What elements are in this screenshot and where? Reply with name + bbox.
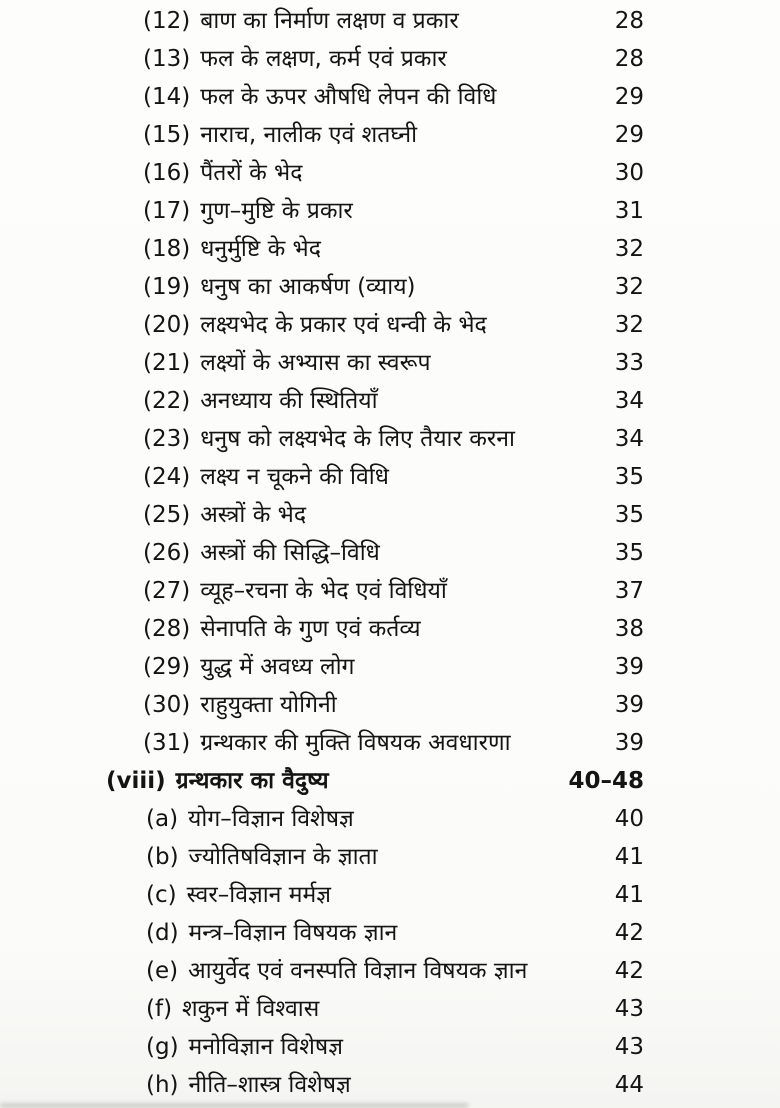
- toc-entry-page: 32: [614, 312, 644, 338]
- toc-row: [0, 648, 780, 686]
- toc-entry-title: स्वर–विज्ञान मर्मज्ञ: [186, 882, 332, 908]
- toc-entry-page: 41: [614, 844, 644, 870]
- toc-entry-page: 29: [614, 122, 644, 148]
- toc-entry-page: 41: [614, 882, 644, 908]
- toc-entry-title: लक्ष्यभेद के प्रकार एवं धन्वी के भेद: [200, 312, 487, 338]
- toc-entry-title: राहुयुक्ता योगिनी: [200, 692, 337, 718]
- toc-row: [0, 724, 780, 762]
- toc-entry-page: 28: [614, 46, 644, 72]
- toc-entry-title: नीति–शास्त्र विशेषज्ञ: [188, 1072, 351, 1098]
- toc-entry-title: धनुर्मुष्टि के भेद: [200, 236, 321, 262]
- toc-entry-number: (26): [143, 540, 191, 566]
- toc-entry-title: मन्त्र–विज्ञान विषयक ज्ञान: [188, 920, 398, 946]
- toc-entry-number: (15): [143, 122, 191, 148]
- toc-entry-title: गुण–मुष्टि के प्रकार: [200, 198, 353, 224]
- toc-entry-number: (a): [146, 806, 179, 832]
- toc-row: [0, 1066, 780, 1104]
- toc-entry-number: (30): [143, 692, 191, 718]
- toc-entry-page: 39: [614, 692, 644, 718]
- toc-entry-title: आयुर्वेद एवं वनस्पति विज्ञान विषयक ज्ञान: [188, 958, 528, 984]
- scan-edge-artifact: [0, 1103, 468, 1108]
- toc-row: [0, 1028, 780, 1066]
- toc-entry-page: 39: [614, 730, 644, 756]
- toc-entry-number: (19): [143, 274, 191, 300]
- toc-entry-page: 29: [614, 84, 644, 110]
- toc-row: [0, 116, 780, 154]
- toc-entry-title: नाराच, नालीक एवं शतघ्नी: [200, 122, 418, 148]
- toc-entry-title: फल के लक्षण, कर्म एवं प्रकार: [200, 46, 447, 72]
- toc-entry-number: (viii): [106, 768, 166, 794]
- toc-row: [0, 230, 780, 268]
- toc-entry-number: (c): [146, 882, 177, 908]
- toc-entry-number: (21): [143, 350, 191, 376]
- toc-entry-page: 30: [614, 160, 644, 186]
- toc-entry-title: बाण का निर्माण लक्षण व प्रकार: [200, 8, 459, 34]
- toc-entry-page: 32: [614, 274, 644, 300]
- toc-entry-number: (22): [143, 388, 191, 414]
- toc-entry-title: अस्त्रों की सिद्धि–विधि: [200, 540, 380, 566]
- toc-row: [0, 686, 780, 724]
- toc-entry-number: (16): [143, 160, 191, 186]
- toc-row: [0, 2, 780, 40]
- toc-entry-title: योग–विज्ञान विशेषज्ञ: [188, 806, 354, 832]
- toc-entry-number: (28): [143, 616, 191, 642]
- toc-row: [0, 78, 780, 116]
- toc-entry-page: 40–48: [568, 768, 644, 794]
- toc-entry-number: (d): [146, 920, 179, 946]
- toc-entry-number: (24): [143, 464, 191, 490]
- toc-entry-title: धनुष का आकर्षण (व्याय): [200, 274, 416, 300]
- toc-entry-number: (29): [143, 654, 191, 680]
- toc-row: [0, 420, 780, 458]
- toc-entry-title: ज्योतिषविज्ञान के ज्ञाता: [188, 844, 378, 870]
- toc-entry-number: (13): [143, 46, 191, 72]
- toc-entry-title: ग्रन्थकार की मुक्ति विषयक अवधारणा: [200, 730, 511, 756]
- toc-row: [0, 876, 780, 914]
- toc-entry-number: (h): [146, 1072, 179, 1098]
- toc-entry-page: 42: [614, 920, 644, 946]
- toc-entry-page: 35: [614, 540, 644, 566]
- toc-row: [0, 534, 780, 572]
- toc-entry-page: 35: [614, 502, 644, 528]
- toc-entry-page: 28: [614, 8, 644, 34]
- toc-row: [0, 952, 780, 990]
- toc-entry-number: (17): [143, 198, 191, 224]
- toc-entry-page: 32: [614, 236, 644, 262]
- toc-row: [0, 838, 780, 876]
- toc-row: [0, 382, 780, 420]
- toc-entry-page: 33: [614, 350, 644, 376]
- toc-entry-number: (20): [143, 312, 191, 338]
- toc-entry-number: (b): [146, 844, 179, 870]
- toc-row: [0, 800, 780, 838]
- toc-row: [0, 306, 780, 344]
- toc-entry-title: शकुन में विश्वास: [182, 996, 320, 1022]
- toc-entry-page: 34: [614, 388, 644, 414]
- toc-entry-number: (18): [143, 236, 191, 262]
- toc-entry-title: लक्ष्य न चूकने की विधि: [200, 464, 389, 490]
- toc-row: [0, 572, 780, 610]
- toc-entry-page: 31: [614, 198, 644, 224]
- toc-entry-page: 43: [614, 996, 644, 1022]
- toc-entry-page: 35: [614, 464, 644, 490]
- toc-entry-page: 40: [614, 806, 644, 832]
- toc-entry-number: (23): [143, 426, 191, 452]
- toc-entry-page: 38: [614, 616, 644, 642]
- toc-entry-title: मनोविज्ञान विशेषज्ञ: [188, 1034, 343, 1060]
- toc-entry-number: (14): [143, 84, 191, 110]
- toc-entry-page: 37: [614, 578, 644, 604]
- toc-entry-page: 39: [614, 654, 644, 680]
- toc-row: [0, 990, 780, 1028]
- toc-entry-title: फल के ऊपर औषधि लेपन की विधि: [200, 84, 497, 110]
- toc-row: [0, 610, 780, 648]
- toc-entry-title: लक्ष्यों के अभ्यास का स्वरूप: [200, 350, 431, 376]
- toc-entry-number: (25): [143, 502, 191, 528]
- toc-entry-page: 43: [614, 1034, 644, 1060]
- toc-row: [0, 40, 780, 78]
- toc-row: [0, 344, 780, 382]
- toc-entry-title: धनुष को लक्ष्यभेद के लिए तैयार करना: [200, 426, 516, 452]
- toc-entry-number: (12): [143, 8, 191, 34]
- toc-entry-number: (27): [143, 578, 191, 604]
- toc-list: [0, 2, 780, 1104]
- toc-row: [0, 154, 780, 192]
- toc-entry-title: व्यूह–रचना के भेद एवं विधियाँ: [200, 578, 447, 604]
- toc-entry-number: (e): [146, 958, 179, 984]
- toc-entry-page: 44: [614, 1072, 644, 1098]
- toc-row: [0, 914, 780, 952]
- toc-entry-page: 42: [614, 958, 644, 984]
- toc-row: [0, 458, 780, 496]
- toc-entry-number: (f): [146, 996, 173, 1022]
- toc-entry-number: (g): [146, 1034, 179, 1060]
- toc-entry-title: युद्ध में अवध्य लोग: [200, 654, 355, 680]
- toc-entry-page: 34: [614, 426, 644, 452]
- toc-entry-number: (31): [143, 730, 191, 756]
- toc-entry-title: अनध्याय की स्थितियाँ: [200, 388, 378, 414]
- toc-entry-title: अस्त्रों के भेद: [200, 502, 307, 528]
- toc-row: [0, 496, 780, 534]
- toc-entry-title: सेनापति के गुण एवं कर्तव्य: [200, 616, 421, 642]
- toc-entry-title: ग्रन्थकार का वैदुष्य: [175, 768, 329, 794]
- toc-entry-title: पैंतरों के भेद: [200, 160, 303, 186]
- toc-row: [0, 192, 780, 230]
- toc-row: [0, 762, 780, 800]
- toc-row: [0, 268, 780, 306]
